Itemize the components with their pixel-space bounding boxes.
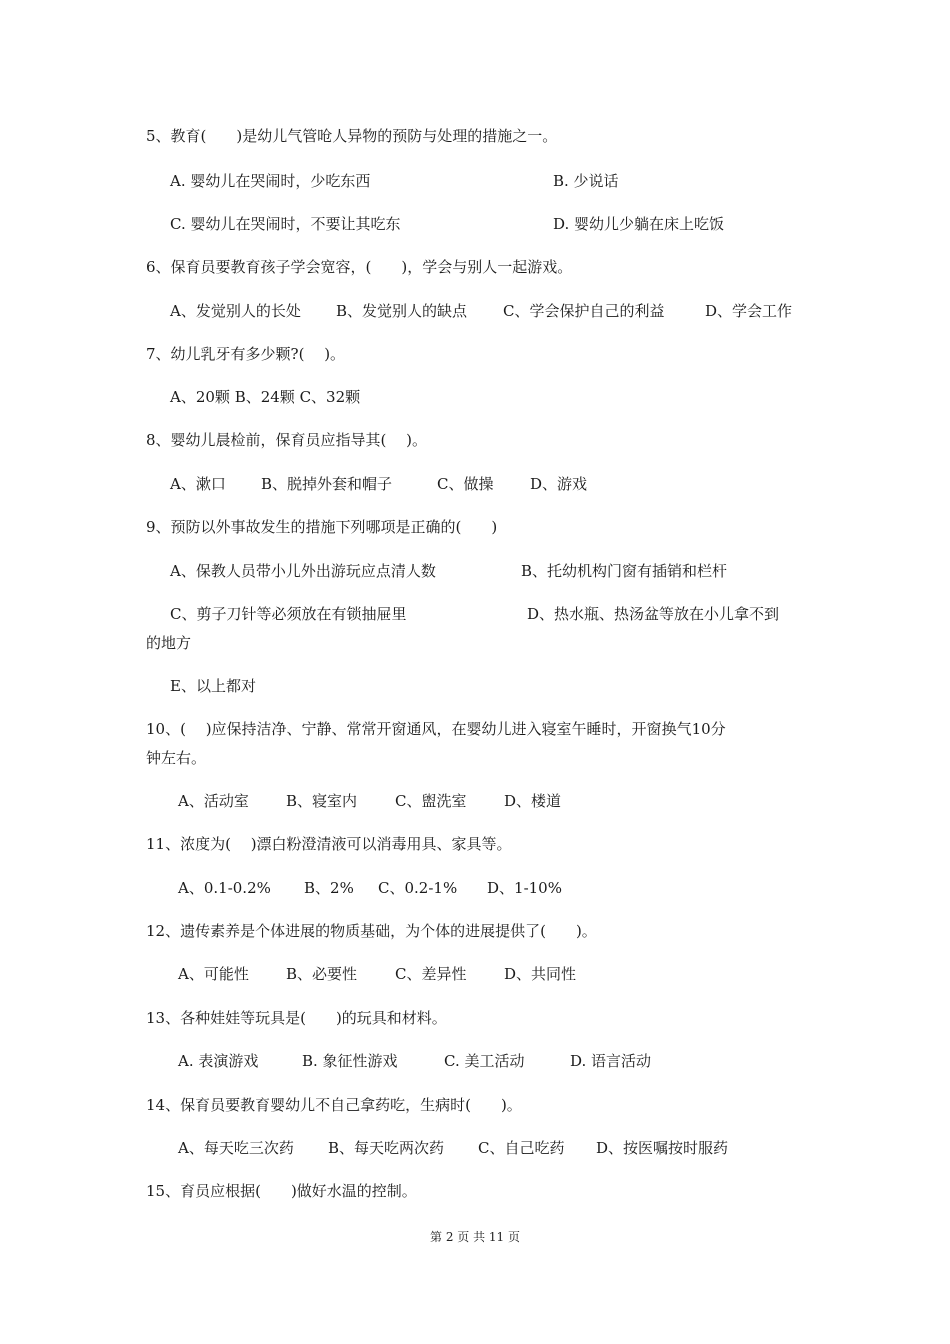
q11-option-a: A、0.1-0.2% (178, 879, 271, 897)
q12-option-c: C、差异性 (395, 965, 467, 983)
q8-option-b: B、脱掉外套和帽子 (261, 475, 393, 493)
q14-option-d: D、按医嘱按时服药 (596, 1139, 729, 1157)
question-8-stem: 8、婴幼儿晨检前，保育员应指导其( )。 (146, 431, 428, 449)
q10-option-a: A、活动室 (178, 792, 249, 810)
q6-option-d: D、学会工作 (705, 302, 793, 320)
question-13-stem: 13、各种娃娃等玩具是( )的玩具和材料。 (146, 1009, 447, 1027)
q9-option-d-continued: 的地方 (146, 634, 192, 652)
q12-option-d: D、共同性 (504, 965, 577, 983)
q6-option-c: C、学会保护自己的利益 (503, 302, 665, 320)
q13-option-b: B. 象征性游戏 (302, 1052, 398, 1070)
question-15-stem: 15、育员应根据( )做好水温的控制。 (146, 1182, 417, 1200)
question-10-stem: 10、( )应保持洁净、宁静、常常开窗通风，在婴幼儿进入寝室午睡时，开窗换气10分 (146, 720, 726, 738)
q12-option-a: A、可能性 (178, 965, 249, 983)
q5-option-c: C. 婴幼儿在哭闹时，不要让其吃东 (170, 215, 401, 233)
q5-option-b: B. 少说话 (553, 172, 619, 190)
q12-option-b: B、必要性 (286, 965, 358, 983)
question-9-stem: 9、预防以外事故发生的措施下列哪项是正确的( ) (146, 518, 498, 536)
q13-option-a: A. 表演游戏 (178, 1052, 259, 1070)
q9-option-d: D、热水瓶、热汤盆等放在小儿拿不到 (527, 605, 780, 623)
question-14-stem: 14、保育员要教育婴幼儿不自己拿药吃，生病时( )。 (146, 1096, 522, 1114)
q8-option-d: D、游戏 (530, 475, 588, 493)
q7-options: A、20颗 B、24颗 C、32颗 (170, 388, 361, 406)
q6-option-a: A、发觉别人的长处 (170, 302, 301, 320)
q10-option-d: D、楼道 (504, 792, 562, 810)
question-12-stem: 12、遗传素养是个体进展的物质基础，为个体的进展提供了( )。 (146, 922, 597, 940)
q14-option-a: A、每天吃三次药 (178, 1139, 294, 1157)
q5-option-d: D. 婴幼儿少躺在床上吃饭 (553, 215, 725, 233)
q14-option-b: B、每天吃两次药 (328, 1139, 445, 1157)
q10-option-c: C、盥洗室 (395, 792, 467, 810)
q11-option-b: B、2% (304, 879, 354, 897)
q14-option-c: C、自己吃药 (478, 1139, 565, 1157)
q6-option-b: B、发觉别人的缺点 (336, 302, 468, 320)
q5-option-a: A. 婴幼儿在哭闹时，少吃东西 (170, 172, 371, 190)
question-10-stem-continued: 钟左右。 (146, 749, 207, 767)
q9-option-c: C、剪子刀针等必须放在有锁抽屉里 (170, 605, 407, 623)
question-5-stem: 5、教育( )是幼儿气管呛人异物的预防与处理的措施之一。 (146, 127, 558, 145)
q11-option-d: D、1-10% (487, 879, 562, 897)
q11-option-c: C、0.2-1% (378, 879, 458, 897)
question-6-stem: 6、保育员要教育孩子学会宽容，( )，学会与别人一起游戏。 (146, 258, 573, 276)
q13-option-d: D. 语言活动 (570, 1052, 652, 1070)
q10-option-b: B、寝室内 (286, 792, 358, 810)
page-footer: 第 2 页 共 11 页 (430, 1230, 520, 1244)
q13-option-c: C. 美工活动 (444, 1052, 525, 1070)
q9-option-b: B、托幼机构门窗有插销和栏杆 (521, 562, 728, 580)
q8-option-a: A、漱口 (170, 475, 226, 493)
q8-option-c: C、做操 (437, 475, 494, 493)
q9-option-a: A、保教人员带小儿外出游玩应点清人数 (170, 562, 436, 580)
q9-option-e: E、以上都对 (170, 677, 256, 695)
question-7-stem: 7、幼儿乳牙有多少颗?( )。 (146, 345, 346, 363)
question-11-stem: 11、浓度为( )漂白粉澄清液可以消毒用具、家具等。 (146, 835, 512, 853)
